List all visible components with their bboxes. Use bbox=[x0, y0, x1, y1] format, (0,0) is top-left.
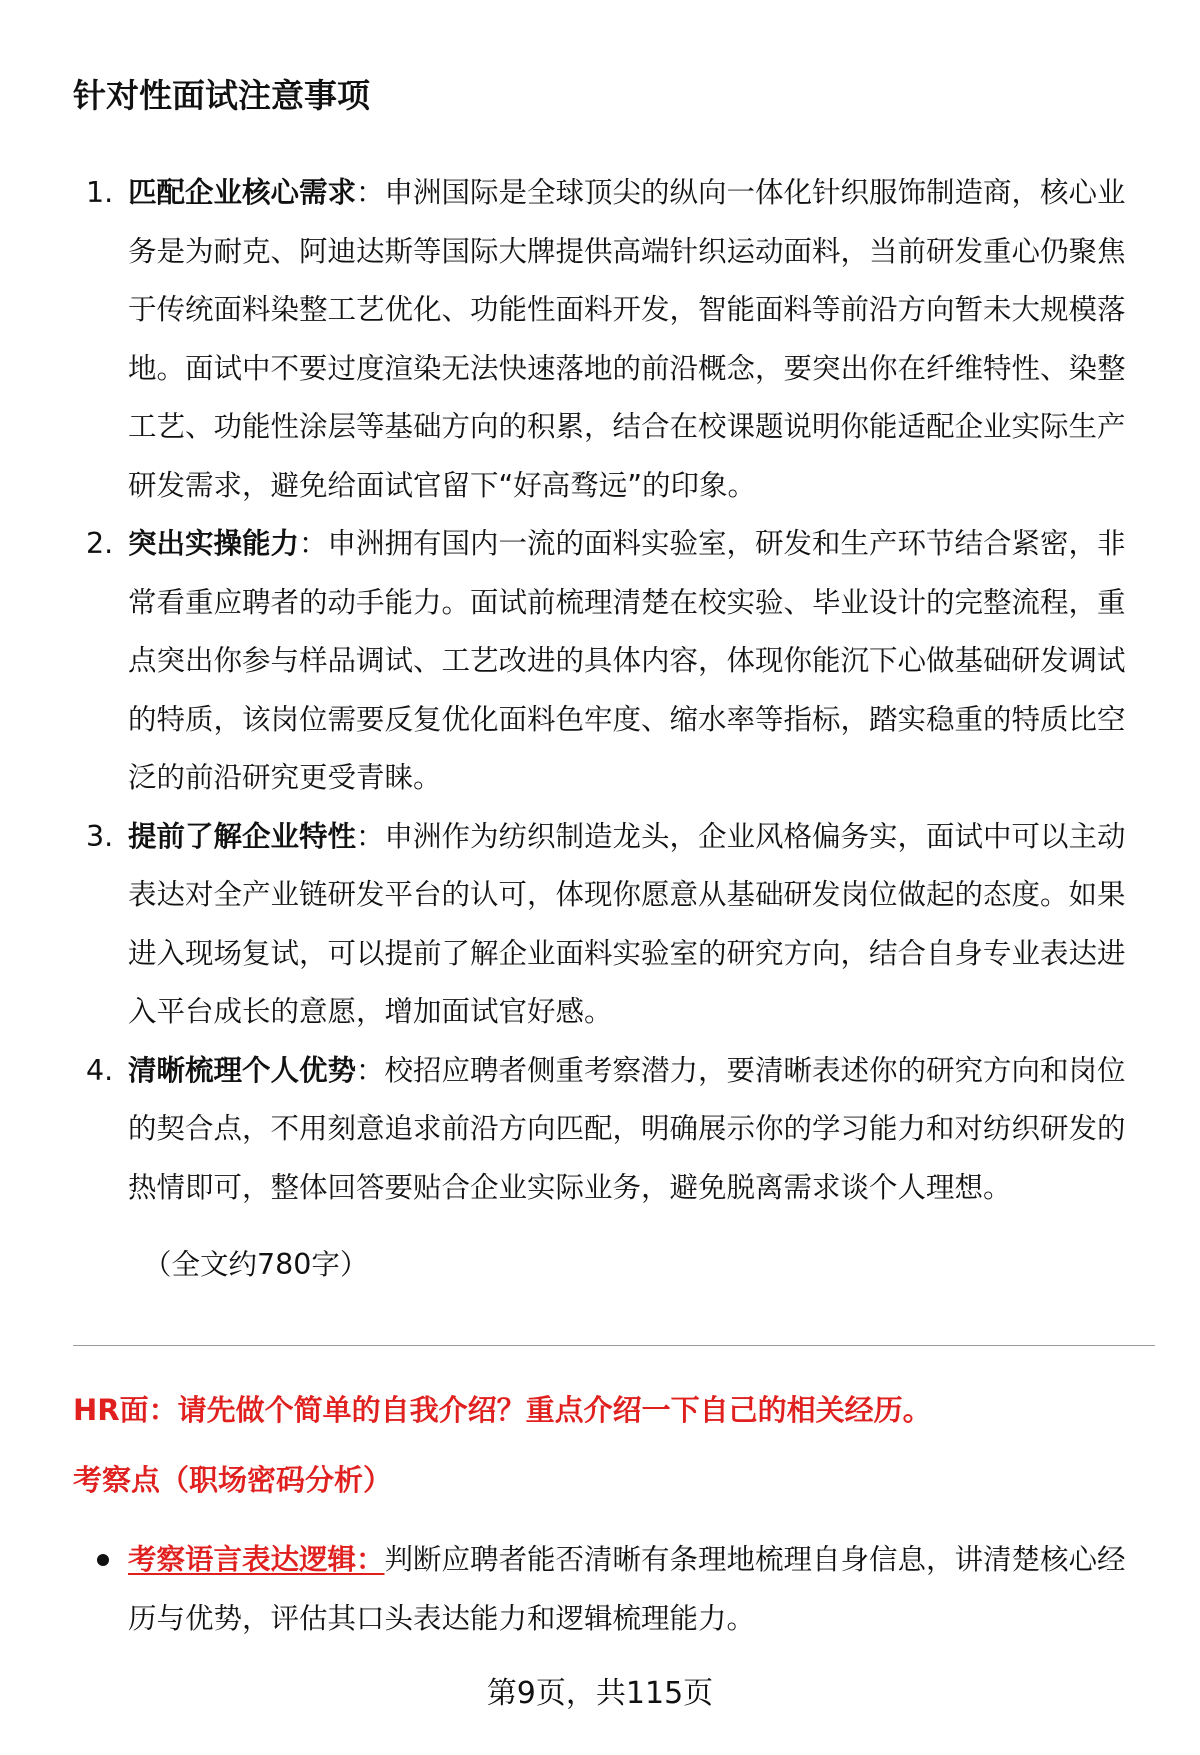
item-heading: 提前了解企业特性 bbox=[128, 819, 357, 853]
list-item bbox=[0, 164, 1200, 515]
item-text: ：申洲国际是全球顶尖的纵向一体化针织服饰制造商，核心业务是为耐克、阿迪达斯等国际大牌提供高端针织运动面料，当前研发重心仍聚焦于传统面料染整工艺优化、功能性面料开发，智能面料等前沿方向暂未大规模落地。面试中不要过度渲染无法快速落地的前沿概念，要突出你在纤维特性、染整工艺、功能性涂层等基础方向的积累，结合在校课题说明你能适配企业实际生产研发需求，避免给面试官留下“好高骛远”的印象。 bbox=[128, 176, 1126, 502]
list-item bbox=[0, 808, 1200, 1042]
divider bbox=[73, 1345, 1155, 1346]
item-heading: 清晰梳理个人优势 bbox=[128, 1053, 357, 1087]
bullet-text: 判断应聘者能否清晰有条理地梳理自身信息，讲清楚核心经历与优势，评估其口头表达能力和逻辑梳理能力。 bbox=[128, 1543, 1126, 1635]
list-item bbox=[0, 1042, 1200, 1218]
list-item bbox=[0, 515, 1200, 808]
numbered-list bbox=[0, 164, 1200, 1217]
item-number: 4. bbox=[86, 1053, 114, 1087]
item-text: ：申洲拥有国内一流的面料实验室，研发和生产环节结合紧密，非常看重应聘者的动手能力。面试前梳理清楚在校实验、毕业设计的完整流程，重点突出你参与样品调试、工艺改进的具体内容，体现你能沉下心做基础研发调试的特质，该岗位需要反复优化面料色牢度、缩水率等指标，踏实稳重的特质比空泛的前沿研究更受青睐。 bbox=[128, 527, 1126, 794]
page-number: 第9页，共115页 bbox=[486, 1676, 714, 1711]
bullet-dot-icon bbox=[97, 1554, 109, 1566]
item-number: 1. bbox=[86, 176, 114, 209]
item-text: ：申洲作为纺织制造龙头，企业风格偏务实，面试中可以主动表达对全产业链研发平台的认可，体现你愿意从基础研发岗位做起的态度。如果进入现场复试，可以提前了解企业面料实验室的研究方向，结合自身专业表达进入平台成长的意愿，增加面试官好感。 bbox=[128, 819, 1126, 1028]
bullet-list bbox=[0, 1531, 1200, 1648]
hr-question-heading: HR面：请先做个简单的自我介绍？重点介绍一下自己的相关经历。 bbox=[73, 1393, 932, 1427]
item-heading: 突出实操能力 bbox=[128, 527, 300, 560]
section-title: 针对性面试注意事项 bbox=[73, 76, 370, 115]
item-heading: 匹配企业核心需求 bbox=[128, 176, 357, 209]
word-count-note: （全文约780字） bbox=[143, 1248, 369, 1281]
bullet-heading: 考察语言表达逻辑： bbox=[128, 1543, 385, 1576]
bullet-item bbox=[0, 1531, 1200, 1648]
item-number: 3. bbox=[86, 819, 114, 853]
assessment-points-heading: 考察点（职场密码分析） bbox=[73, 1463, 393, 1497]
item-number: 2. bbox=[86, 527, 114, 560]
item-text: ：校招应聘者侧重考察潜力，要清晰表述你的研究方向和岗位的契合点，不用刻意追求前沿方向匹配，明确展示你的学习能力和对纺织研发的热情即可，整体回答要贴合企业实际业务，避免脱离需求谈个人理想。 bbox=[128, 1053, 1126, 1204]
